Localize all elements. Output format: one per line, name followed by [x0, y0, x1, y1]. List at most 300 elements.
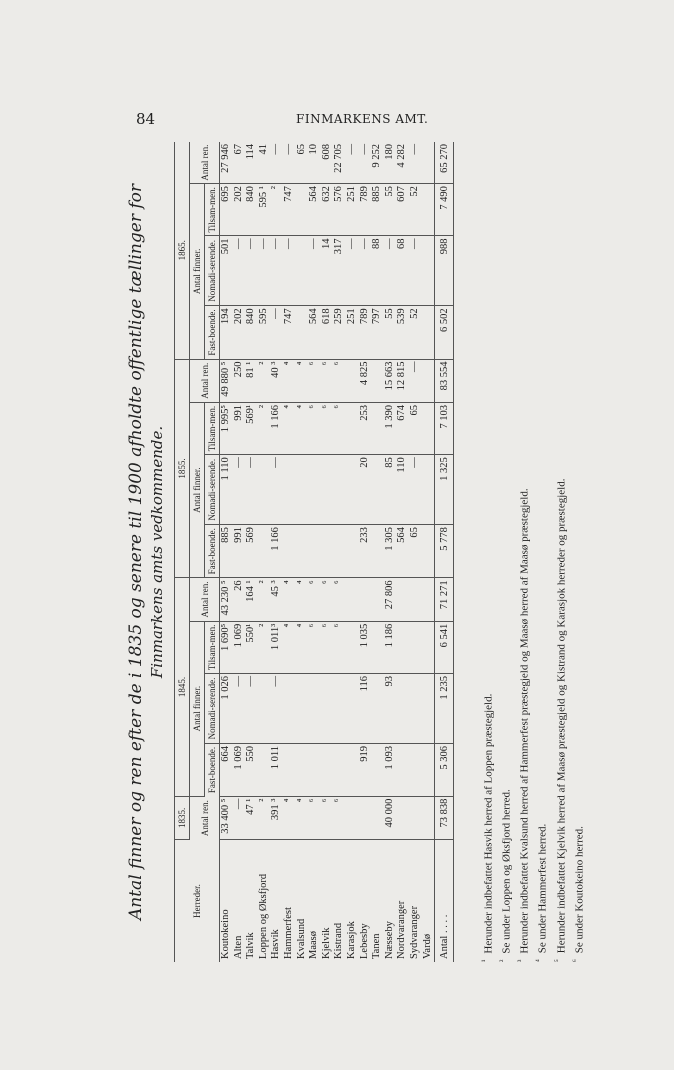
cell-c1835: 47 ¹ — [245, 796, 258, 839]
cell-r65: — — [359, 142, 372, 184]
cell-r55: 250 — [233, 359, 246, 402]
cell-f45 — [283, 743, 296, 796]
cell-f55: 991 — [233, 525, 246, 578]
cell-n65: 501 — [220, 236, 233, 306]
cell-f65: 259 — [333, 306, 346, 359]
cell-f45 — [409, 743, 422, 796]
cell-r55: 49 880 ⁵ — [220, 359, 233, 402]
cell-f45: 664 — [220, 743, 233, 796]
herred-name: Nordvaranger — [396, 900, 408, 959]
footnote-mark: ⁵ — [552, 959, 562, 962]
cell-t55 — [371, 402, 384, 454]
herred-name: Alten — [232, 935, 244, 959]
cell-r55: ⁶ — [308, 359, 321, 402]
cell-t65: 564 — [308, 184, 321, 236]
cell-r45: ² — [258, 578, 271, 621]
table-row — [283, 142, 296, 962]
cell-r65: — — [409, 142, 422, 184]
cell-r55: — — [409, 359, 422, 402]
cell-r65: 22 705 — [333, 142, 346, 184]
cell-t45: ⁶ — [308, 621, 321, 673]
table-title: Antal finner og ren efter de i 1835 og senere til 1900 afholdte offentlige tællinger for — [126, 184, 146, 920]
cell-t65: ² — [270, 184, 283, 236]
cell-n45: 116 — [359, 674, 372, 744]
cell-n45 — [396, 674, 409, 744]
cell-n65: — — [245, 236, 258, 306]
year-1845: 1845. — [175, 578, 190, 796]
cell-c1835: ⁶ — [308, 796, 321, 839]
col-antal-ren-1865: Antal ren. — [190, 142, 220, 184]
cell-f55: 65 — [409, 525, 422, 578]
cell-f45 — [422, 743, 435, 796]
herred-name: Koutokeino — [220, 909, 231, 959]
col-tilsam-1855: Tilsam-men. — [205, 402, 220, 454]
cell-t45 — [371, 621, 384, 673]
cell-t65: 695 — [220, 184, 233, 236]
cell-n65: — — [308, 236, 321, 306]
cell-r65: 114 — [245, 142, 258, 184]
cell-t55: 1 166 — [270, 402, 283, 454]
cell-t65: 840 — [245, 184, 258, 236]
footnote-text: Herunder indbefattet Kvalsund herred af Hammerfest præstegjeld og Maasø herred af Maasø præstegjeld. — [518, 488, 531, 954]
cell-f65: 52 — [409, 306, 422, 359]
cell-r55: ⁶ — [321, 359, 334, 402]
footnote-mark: ⁴ — [534, 959, 544, 962]
cell-c1835 — [409, 796, 422, 839]
table-row — [384, 142, 397, 962]
cell-t45: 1 011³ — [270, 621, 283, 673]
cell-c1835: 73 838 — [435, 796, 454, 839]
cell-r45 — [396, 578, 409, 621]
cell-f65: 202 — [233, 306, 246, 359]
herred-name: Karasjok — [345, 921, 357, 959]
cell-t65: 747 — [283, 184, 296, 236]
herred-name: Sydvaranger — [408, 905, 420, 959]
cell-f55 — [283, 525, 296, 578]
cell-t45: ⁴ — [283, 621, 296, 673]
cell-t45: ² — [258, 621, 271, 673]
cell-n45: 1 235 — [435, 674, 454, 744]
cell-n65: 317 — [333, 236, 346, 306]
cell-t65: 576 — [333, 184, 346, 236]
cell-f55 — [371, 525, 384, 578]
cell-t65: 7 490 — [435, 184, 454, 236]
cell-r65: 27 946 — [220, 142, 233, 184]
cell-r55: 15 663 — [384, 359, 397, 402]
cell-n65: — — [283, 236, 296, 306]
cell-r45: 43 230 ⁵ — [220, 578, 233, 621]
cell-n55: 20 — [359, 455, 372, 525]
herred-name: Lebesby — [358, 923, 370, 959]
cell-r45 — [371, 578, 384, 621]
table-row — [333, 142, 346, 962]
running-title: FINMARKENS AMT. — [296, 112, 429, 126]
cell-t55: ⁶ — [321, 402, 334, 454]
cell-f65: 6 502 — [435, 306, 454, 359]
herred-name: Maasø — [308, 931, 320, 959]
cell-n55: — — [270, 455, 283, 525]
cell-n55 — [258, 455, 271, 525]
table-row — [220, 142, 233, 962]
col-antal-ren-1845: Antal ren. — [190, 578, 220, 621]
footnote-text: Se under Loppen og Øksfjord herred. — [500, 789, 513, 954]
col-fast-1865: Fast-boende. — [205, 306, 220, 359]
cell-f45: 919 — [359, 743, 372, 796]
cell-r55: 81 ¹ — [245, 359, 258, 402]
cell-n55 — [308, 455, 321, 525]
cell-t65: 251 — [346, 184, 359, 236]
cell-n45 — [321, 674, 334, 744]
cell-n55 — [283, 455, 296, 525]
cell-n45 — [283, 674, 296, 744]
cell-t55: ⁶ — [308, 402, 321, 454]
cell-r55: ² — [258, 359, 271, 402]
cell-t55: 991 — [233, 402, 246, 454]
cell-f65: 618 — [321, 306, 334, 359]
cell-f45 — [396, 743, 409, 796]
cell-f45: 1 011 — [270, 743, 283, 796]
cell-t55 — [422, 402, 435, 454]
cell-c1835: 391 ³ — [270, 796, 283, 839]
herred-name: Hasvik — [270, 929, 282, 959]
group-finner-1855: Antal finner. — [190, 402, 205, 577]
table-row — [359, 142, 372, 962]
cell-t55: 1 995⁵ — [220, 402, 233, 454]
cell-t45: 1 186 — [384, 621, 397, 673]
cell-f45: 5 306 — [435, 743, 454, 796]
cell-r65: 180 — [384, 142, 397, 184]
cell-r45 — [359, 578, 372, 621]
cell-f45: 1 093 — [384, 743, 397, 796]
cell-f55 — [258, 525, 271, 578]
cell-r55: ⁴ — [296, 359, 309, 402]
table-row — [371, 142, 384, 962]
footnote — [478, 142, 496, 962]
cell-t55: ⁶ — [333, 402, 346, 454]
cell-n55: 1 110 — [220, 455, 233, 525]
cell-r45 — [422, 578, 435, 621]
table-row — [422, 142, 435, 962]
herred-name: Næsseby — [383, 921, 395, 959]
cell-r65: 4 282 — [396, 142, 409, 184]
footnote-text: Herunder indbefattet Hasvik herred af Loppen præstegjeld. — [482, 693, 495, 954]
total-row — [435, 142, 454, 962]
cell-r45: ⁶ — [308, 578, 321, 621]
table-row — [296, 142, 309, 962]
cell-n65: 14 — [321, 236, 334, 306]
cell-r55: ⁶ — [333, 359, 346, 402]
cell-t45 — [409, 621, 422, 673]
table-row — [245, 142, 258, 962]
cell-r55: 40 ³ — [270, 359, 283, 402]
cell-f65: 840 — [245, 306, 258, 359]
cell-f45 — [258, 743, 271, 796]
cell-r45: ⁶ — [333, 578, 346, 621]
cell-f45: 550 — [245, 743, 258, 796]
footnote — [496, 142, 514, 962]
herred-name: Kistrand — [333, 922, 345, 959]
footnote-text: Se under Koutokeino herred. — [573, 826, 586, 954]
cell-n65 — [296, 236, 309, 306]
table-body — [220, 142, 454, 962]
cell-f45 — [321, 743, 334, 796]
page-header — [0, 110, 674, 134]
cell-t55: 253 — [359, 402, 372, 454]
table-row — [258, 142, 271, 962]
footnote-text: Se under Hammerfest herred. — [537, 823, 550, 954]
cell-r45: 27 806 — [384, 578, 397, 621]
cell-n55: 85 — [384, 455, 397, 525]
group-finner-1845: Antal finner. — [190, 621, 205, 796]
cell-n45: — — [233, 674, 246, 744]
col-antal-ren-1835: Antal ren. — [190, 796, 220, 839]
cell-t55: ⁴ — [296, 402, 309, 454]
cell-r65: 10 — [308, 142, 321, 184]
table-row — [396, 142, 409, 962]
table-row — [346, 142, 359, 962]
cell-f65: 55 — [384, 306, 397, 359]
cell-t55: 674 — [396, 402, 409, 454]
cell-t55: 7 103 — [435, 402, 454, 454]
cell-f45 — [333, 743, 346, 796]
cell-n55 — [333, 455, 346, 525]
cell-f55 — [308, 525, 321, 578]
cell-t55: 1 390 — [384, 402, 397, 454]
cell-f65: 539 — [396, 306, 409, 359]
cell-c1835: ⁴ — [283, 796, 296, 839]
cell-r55: 4 825 — [359, 359, 372, 402]
herred-name: Kjelvik — [320, 927, 332, 959]
cell-c1835 — [359, 796, 372, 839]
cell-n45 — [346, 674, 359, 744]
cell-f45: 1 069 — [233, 743, 246, 796]
cell-f65: — — [270, 306, 283, 359]
cell-n55: 110 — [396, 455, 409, 525]
herred-name: Loppen og Øksfjord — [257, 873, 269, 959]
footnote — [532, 142, 550, 962]
footnote — [514, 142, 532, 962]
table-row — [270, 142, 283, 962]
cell-n65: — — [409, 236, 422, 306]
cell-f55 — [346, 525, 359, 578]
table-row — [308, 142, 321, 962]
col-tilsam-1845: Tilsam-men. — [205, 621, 220, 673]
cell-r45: ⁴ — [283, 578, 296, 621]
cell-t65: 55 — [384, 184, 397, 236]
cell-n55 — [371, 455, 384, 525]
cell-r65: 65 — [296, 142, 309, 184]
cell-t55: ² — [258, 402, 271, 454]
col-antal-ren-1855: Antal ren. — [190, 359, 220, 402]
cell-t45: 1 035 — [359, 621, 372, 673]
cell-f55: 569 — [245, 525, 258, 578]
cell-f55: 1 166 — [270, 525, 283, 578]
table-row — [321, 142, 334, 962]
cell-f65: 595 — [258, 306, 271, 359]
cell-t45 — [422, 621, 435, 673]
cell-f65: 194 — [220, 306, 233, 359]
cell-r65: 67 — [233, 142, 246, 184]
cell-n65: — — [270, 236, 283, 306]
cell-f65: 747 — [283, 306, 296, 359]
cell-r55: 83 554 — [435, 359, 454, 402]
cell-f45 — [308, 743, 321, 796]
cell-t45: 6 541 — [435, 621, 454, 673]
cell-f45 — [296, 743, 309, 796]
cell-n55: — — [233, 455, 246, 525]
cell-t65 — [296, 184, 309, 236]
cell-f55: 1 305 — [384, 525, 397, 578]
cell-c1835: ⁶ — [333, 796, 346, 839]
footnote-mark: ³ — [516, 959, 526, 962]
cell-r45 — [409, 578, 422, 621]
cell-t65: 632 — [321, 184, 334, 236]
cell-n65: — — [346, 236, 359, 306]
cell-t55 — [346, 402, 359, 454]
cell-r45: 45 ³ — [270, 578, 283, 621]
cell-n65: 988 — [435, 236, 454, 306]
cell-n65: — — [359, 236, 372, 306]
cell-n65: — — [233, 236, 246, 306]
cell-r55: ⁴ — [283, 359, 296, 402]
cell-t65: 595 ¹ — [258, 184, 271, 236]
cell-t55: 65 — [409, 402, 422, 454]
footnotes — [478, 142, 587, 962]
cell-n45 — [371, 674, 384, 744]
cell-f55: 885 — [220, 525, 233, 578]
cell-t65: 52 — [409, 184, 422, 236]
cell-f65 — [422, 306, 435, 359]
cell-n45: — — [270, 674, 283, 744]
cell-r65: 608 — [321, 142, 334, 184]
cell-c1835: — — [233, 796, 246, 839]
herred-name: Talvik — [245, 932, 257, 959]
cell-n55 — [346, 455, 359, 525]
cell-n45 — [409, 674, 422, 744]
cell-t55: ⁴ — [283, 402, 296, 454]
cell-n45 — [258, 674, 271, 744]
cell-f65: 797 — [371, 306, 384, 359]
cell-n45 — [308, 674, 321, 744]
cell-r65: 9 252 — [371, 142, 384, 184]
cell-r45: ⁴ — [296, 578, 309, 621]
footnote — [569, 142, 587, 962]
cell-r65: 65 270 — [435, 142, 454, 184]
cell-t45: 550¹ — [245, 621, 258, 673]
herred-name: Tanen — [371, 933, 383, 959]
year-1835: 1835. — [175, 796, 190, 839]
cell-t45: 1 069 — [233, 621, 246, 673]
cell-c1835 — [422, 796, 435, 839]
page-number: 84 — [136, 110, 156, 128]
col-fast-1845: Fast-boende. — [205, 743, 220, 796]
cell-f55 — [296, 525, 309, 578]
cell-c1835 — [346, 796, 359, 839]
cell-r45: 26 — [233, 578, 246, 621]
cell-n45: 1 026 — [220, 674, 233, 744]
footnote-text: Herunder indbefattet Kjelvik herred af Maasø præstegjeld og Kistrand og Karasjok herreder og præstegjeld. — [555, 478, 568, 954]
cell-t65: 202 — [233, 184, 246, 236]
cell-n55: 1 325 — [435, 455, 454, 525]
cell-t45: 1 690⁵ — [220, 621, 233, 673]
cell-n45: 93 — [384, 674, 397, 744]
col-nomad-1855: Nomadi-serende. — [205, 455, 220, 525]
cell-t45 — [346, 621, 359, 673]
cell-n55 — [422, 455, 435, 525]
cell-r65: — — [270, 142, 283, 184]
cell-n45 — [422, 674, 435, 744]
cell-f55: 5 778 — [435, 525, 454, 578]
cell-t45 — [396, 621, 409, 673]
cell-f55 — [422, 525, 435, 578]
table-subtitle: Finmarkens amts vedkommende. — [148, 425, 166, 679]
cell-t65 — [422, 184, 435, 236]
cell-t45: ⁴ — [296, 621, 309, 673]
cell-r65: — — [283, 142, 296, 184]
cell-f55 — [321, 525, 334, 578]
cell-f55: 233 — [359, 525, 372, 578]
cell-r55 — [371, 359, 384, 402]
cell-n55: — — [245, 455, 258, 525]
cell-r45: 164 ¹ — [245, 578, 258, 621]
cell-c1835 — [371, 796, 384, 839]
group-finner-1865: Antal finner. — [190, 184, 205, 359]
header-herreder: Herreder. — [175, 840, 220, 963]
cell-c1835: ⁴ — [296, 796, 309, 839]
year-1865: 1865. — [175, 142, 190, 359]
cell-n55: — — [409, 455, 422, 525]
herred-name: Antal . . . . — [435, 840, 454, 963]
footnote — [551, 142, 569, 962]
cell-c1835: ² — [258, 796, 271, 839]
cell-r45 — [346, 578, 359, 621]
cell-r65: — — [346, 142, 359, 184]
footnote-mark: ² — [498, 959, 508, 962]
cell-t45: ⁶ — [333, 621, 346, 673]
cell-f65: 564 — [308, 306, 321, 359]
cell-n45: — — [245, 674, 258, 744]
cell-c1835: ⁶ — [321, 796, 334, 839]
herred-name: Kvalsund — [295, 918, 307, 959]
col-fast-1855: Fast-boende. — [205, 525, 220, 578]
cell-t65: 607 — [396, 184, 409, 236]
cell-r45: 71 271 — [435, 578, 454, 621]
cell-n65: 88 — [371, 236, 384, 306]
cell-t65: 789 — [359, 184, 372, 236]
herred-name: Vardø — [421, 933, 433, 959]
cell-f65: 789 — [359, 306, 372, 359]
cell-f55 — [333, 525, 346, 578]
cell-n65: — — [384, 236, 397, 306]
cell-t65: 885 — [371, 184, 384, 236]
cell-r55 — [346, 359, 359, 402]
footnote-mark: ⁶ — [570, 959, 580, 962]
cell-f65 — [296, 306, 309, 359]
cell-n65 — [422, 236, 435, 306]
cell-f45 — [371, 743, 384, 796]
cell-t45: ⁶ — [321, 621, 334, 673]
cell-f45 — [346, 743, 359, 796]
cell-n55 — [321, 455, 334, 525]
col-nomad-1845: Nomadi-serende. — [205, 674, 220, 744]
cell-c1835: 40 000 — [384, 796, 397, 839]
census-table — [174, 142, 454, 962]
cell-n65: — — [258, 236, 271, 306]
cell-n55 — [296, 455, 309, 525]
rotated-table-block — [126, 142, 586, 962]
cell-c1835: 33 400 ⁵ — [220, 796, 233, 839]
table-row — [409, 142, 422, 962]
